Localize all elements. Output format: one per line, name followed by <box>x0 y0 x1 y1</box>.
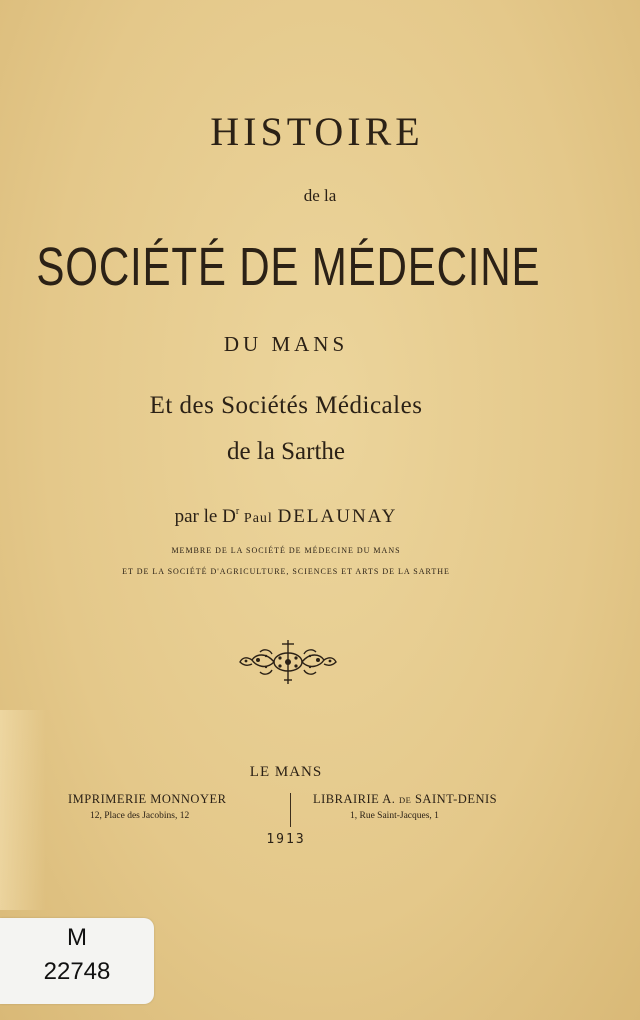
author-affiliation-1: MEMBRE DE LA SOCIÉTÉ DE MÉDECINE DU MANS <box>171 546 401 555</box>
author-affiliation-2: ET DE LA SOCIÉTÉ D'AGRICULTURE, SCIENCES ET ARTS DE LA SARTHE <box>122 567 450 576</box>
author-title-sup: r <box>235 506 240 517</box>
bookseller-name <box>313 792 497 807</box>
title-societe-de-medecine: SOCIÉTÉ DE MÉDECINE <box>36 237 541 297</box>
imprint-divider <box>290 793 291 827</box>
paper-stain <box>0 710 46 910</box>
author-first-name: Paul <box>243 511 273 526</box>
library-call-number-label <box>0 918 154 1004</box>
printer-address: 12, Place des Jacobins, 12 <box>90 811 190 821</box>
title-de-la: de la <box>303 186 337 205</box>
bookseller-prefix: LIBRAIRIE A. <box>313 792 396 806</box>
subtitle-societes-medicales: Et des Sociétés Médicales <box>149 392 423 419</box>
publication-year: 1913 <box>266 832 306 847</box>
call-number-digits: 22748 <box>43 958 111 985</box>
author-last-name: DELAUNAY <box>277 506 398 527</box>
title-du-mans: DU MANS <box>223 332 349 356</box>
imprint-city: LE MANS <box>249 764 323 780</box>
bookseller-address: 1, Rue Saint-Jacques, 1 <box>350 811 439 821</box>
bookseller-surname: SAINT-DENIS <box>414 792 498 806</box>
call-number-letter: M <box>67 924 87 951</box>
author-prefix: par le D <box>174 506 236 527</box>
subtitle-de-la-sarthe: de la Sarthe <box>226 438 345 465</box>
author-line <box>0 506 606 528</box>
floral-ornament-icon <box>236 636 340 688</box>
title-histoire: HISTOIRE <box>210 109 424 154</box>
bookseller-particle: DE <box>399 795 412 805</box>
printer-name: IMPRIMERIE MONNOYER <box>68 792 227 806</box>
